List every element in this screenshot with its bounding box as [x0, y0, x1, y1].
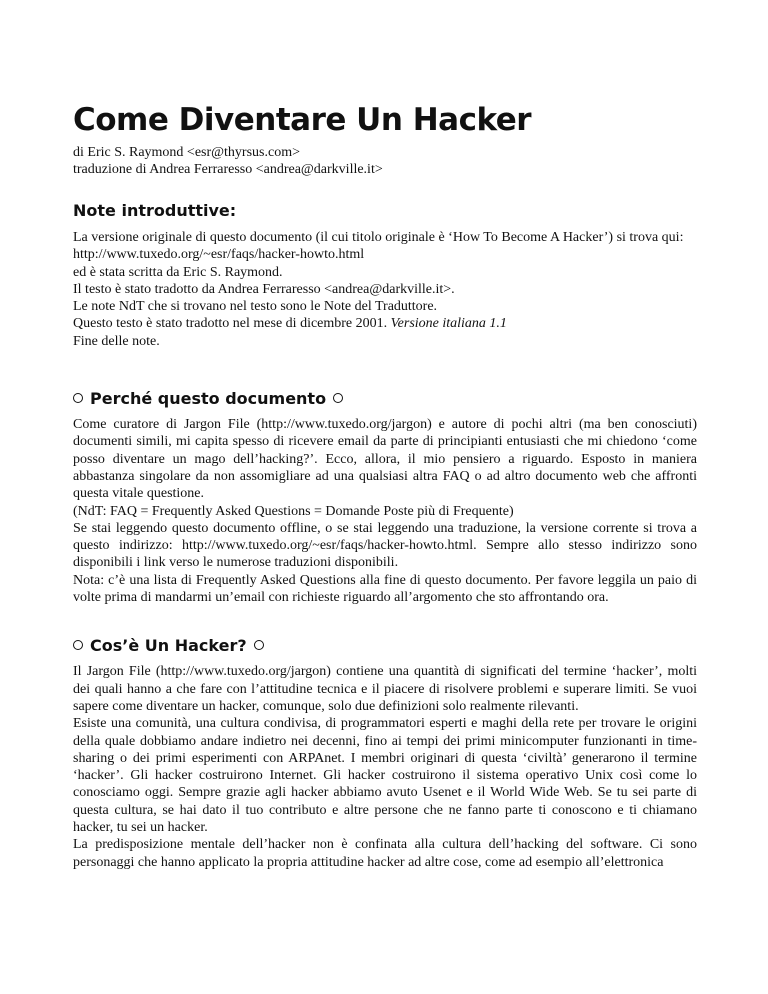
- version-label: Versione italiana 1.1: [390, 316, 507, 332]
- paragraph: Se stai leggendo questo documento offline, o se stai leggendo una traduzione, la versione corrente si trova a questo indirizzo: http://www.tuxedo.org/~esr/faqs/hacker-howto.html. Sempre allo stesso indirizzo sono disponibili i link verso le numerose traduzioni disponibili.: [73, 520, 697, 571]
- section-body-cose: [73, 663, 697, 871]
- intro-end-line: Fine delle note.: [73, 333, 160, 349]
- bullet-icon: [73, 640, 83, 650]
- byline: [73, 144, 697, 178]
- paragraph: Il Jargon File (http://www.tuxedo.org/jargon) contiene una quantità di significati del termine ‘hacker’, molti dei quali hanno a che fare con l’attitudine tecnica e il piacere di risolvere problemi e superare limiti. Se vuoi sapere come diventare un hacker, comunque, solo due definizioni solo realmente rilevanti.: [73, 664, 697, 714]
- author-line: di Eric S. Raymond <esr@thyrsus.com>: [73, 145, 300, 160]
- document-title: Come Diventare Un Hacker: [73, 102, 532, 138]
- bullet-icon: [73, 393, 83, 403]
- document-page: [73, 100, 697, 871]
- intro-line: http://www.tuxedo.org/~esr/faqs/hacker-howto.html: [73, 247, 365, 263]
- paragraph: (NdT: FAQ = Frequently Asked Questions = Domande Poste più di Frequente): [73, 503, 514, 519]
- intro-line: ed è stata scritta da Eric S. Raymond.: [73, 264, 283, 280]
- bullet-icon: [333, 393, 343, 403]
- intro-heading: Note introduttive:: [73, 201, 237, 220]
- section-heading-text: Cos’è Un Hacker?: [90, 636, 247, 656]
- intro-line: La versione originale di questo documento (il cui titolo originale è ‘How To Become A Hacker’) si trova qui:: [73, 230, 684, 245]
- paragraph: Nota: c’è una lista di Frequently Asked Questions alla fine di questo documento. Per favore leggila un paio di volte prima di mandarmi un’email con richieste riguardo all’argomento che sto affrontando ora.: [73, 572, 697, 606]
- paragraph: La predisposizione mentale dell’hacker non è confinata alla cultura dell’hacking del software. Ci sono personaggi che hanno applicato la propria attitudine hacker ad altre cose, come ad esempio all’elettronica: [73, 837, 697, 870]
- intro-line: Le note NdT che si trovano nel testo sono le Note del Traduttore.: [73, 299, 438, 315]
- intro-date-text: Questo testo è stato tradotto nel mese di dicembre 2001.: [73, 316, 388, 332]
- intro-date-line: [73, 315, 697, 332]
- section-heading-text: Perché questo documento: [90, 389, 327, 409]
- paragraph: Esiste una comunità, una cultura condivisa, di programmatori esperti e maghi della rete per trovare le origini della quale dobbiamo andare indietro nei decenni, fino ai tempi dei primi minicomputer funzionanti in time-sharing o dei primi esperimenti con ARPAnet. I membri originari di questa ‘civiltà’ generarono il termine ‘hacker’. Gli hacker costruirono Internet. Gli hacker costruirono il sistema operativo Unix così come lo conosciamo oggi. Sempre grazie agli hacker abbiamo avuto Usenet e il World Wide Web. Se tu sei parte di questa cultura, se hai dato il tuo contributo e altre persone che ne fanno parte ti conoscono e ti chiamano hacker, tu sei un hacker.: [73, 716, 697, 836]
- bullet-icon: [254, 640, 264, 650]
- intro-line: Il testo è stato tradotto da Andrea Ferraresso <andrea@darkville.it>.: [73, 281, 455, 297]
- paragraph: Come curatore di Jargon File (http://www.tuxedo.org/jargon) e autore di pochi altri (ma ben conosciuti) documenti simili, mi capita spesso di ricevere email da parte di principianti entusiasti che mi chiedono ‘come posso diventare un mago dell’hacking?’. Ecco, allora, il mio pensiero a riguardo. Esposto in maniera abbastanza singolare da non assomigliare ad una qualsiasi altra FAQ o ad altro documento web che affronti questa vitale questione.: [73, 417, 697, 502]
- section-body-perche: [73, 416, 697, 606]
- translator-line: traduzione di Andrea Ferraresso <andrea@darkville.it>: [73, 162, 383, 177]
- section-heading-perche: [73, 389, 697, 409]
- section-heading-cose: [73, 636, 697, 656]
- intro-notes: [73, 229, 697, 350]
